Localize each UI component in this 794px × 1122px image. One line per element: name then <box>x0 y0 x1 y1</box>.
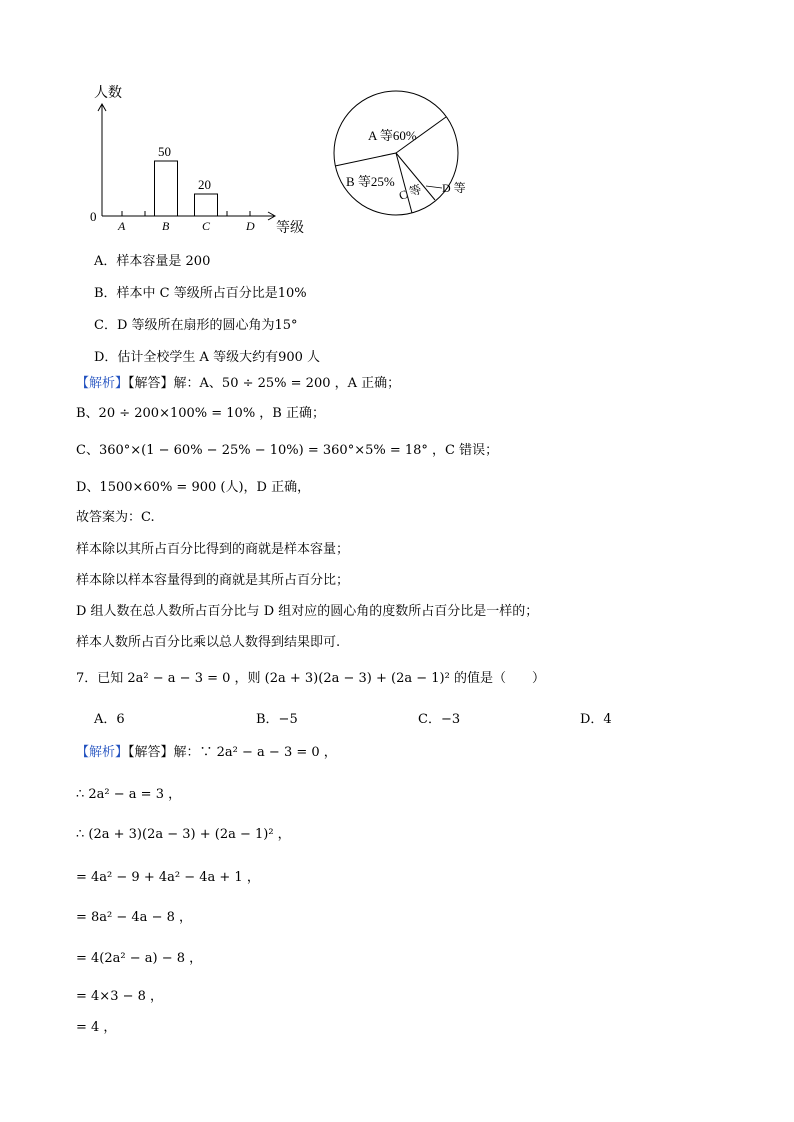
bar-chart-origin: 0 <box>90 209 97 224</box>
q6-note-2: 样本除以样本容量得到的商就是其所占百分比； <box>76 573 350 588</box>
q6-option-c: C．D 等级所在扇形的圆心角为15° <box>94 318 298 333</box>
q6-option-d: D．估计全校学生 A 等级大约有900 人 <box>94 350 321 365</box>
q7-answer-tag: 【解答】 <box>128 745 174 760</box>
bar-chart-ylabel: 人数 <box>94 86 122 101</box>
tick-label-d: D <box>246 219 255 233</box>
q7-step-3: = 4a² − 9 + 4a² − 4a + 1 ， <box>76 870 260 885</box>
q7-step-1: ∴ 2a² − a = 3 ， <box>76 787 182 802</box>
q7-option-d: D．4 <box>580 712 612 727</box>
pie-label-d: D 等 <box>442 181 466 195</box>
q7-option-b: B．−5 <box>256 712 298 727</box>
q7-step-5: = 4(2a² − a) − 8 ， <box>76 951 203 966</box>
q6-note-3: D 组人数在总人数所占百分比与 D 组对应的圆心角的度数所占百分比是一样的； <box>76 604 539 619</box>
tick-label-c: C <box>202 219 211 233</box>
q6-option-b: B．样本中 C 等级所占百分比是10% <box>94 286 307 301</box>
q7-analysis-tag: 【解析】 <box>76 745 129 760</box>
bar-chart-axes <box>98 104 275 220</box>
q6-note-4: 样本人数所占百分比乘以总人数得到结果即可. <box>76 635 341 650</box>
q6-answer-line: 故答案为：C. <box>76 510 155 525</box>
q7-step-6: = 4×3 − 8 ， <box>76 989 164 1004</box>
q7-solution-line-1 <box>76 745 337 761</box>
q7-option-c: C．−3 <box>418 712 461 727</box>
tick-label-a: A <box>118 219 126 233</box>
bar-value-label-b: 50 <box>158 144 171 159</box>
q6-solution-line-3: C、360°×(1 − 60% − 25% − 10%) = 360°×5% = 18° ，C 错误； <box>76 443 499 458</box>
bar-chart <box>84 80 306 240</box>
q6-solution-text: 解：A、50 ÷ 25% = 200 ，A 正确； <box>173 376 401 391</box>
pie-chart <box>326 86 476 226</box>
q6-solution-line-4: D、1500×60% = 900 (人)，D 正确， <box>76 480 311 495</box>
bar-chart-xlabel: 等级 <box>276 221 304 236</box>
bar-b <box>155 161 178 216</box>
q7-option-a: A．6 <box>94 712 125 727</box>
q7-step-4: = 8a² − 4a − 8 ， <box>76 910 192 925</box>
analysis-tag: 【解析】 <box>76 376 129 391</box>
bar-value-label-c: 20 <box>198 177 211 192</box>
q6-solution-line-1 <box>76 376 400 392</box>
bars <box>155 144 218 216</box>
q7-step-7: = 4 ， <box>76 1020 117 1035</box>
q6-option-a: A．样本容量是 200 <box>94 254 211 269</box>
q7-solution-first: 解：∵ 2a² − a − 3 = 0 ， <box>173 745 337 760</box>
answer-tag: 【解答】 <box>128 376 174 391</box>
tick-label-b: B <box>162 219 170 233</box>
q7-stem: 7．已知 2a² − a − 3 = 0 ，则 (2a + 3)(2a − 3) + (2a − 1)² 的值是（ ） <box>76 671 545 686</box>
bar-c <box>195 194 218 216</box>
pie-label-a: A 等60% <box>368 128 417 143</box>
pie-label-c: C 等 <box>397 181 424 203</box>
q7-step-2: ∴ (2a + 3)(2a − 3) + (2a − 1)² ， <box>76 827 291 842</box>
q6-solution-line-2: B、20 ÷ 200×100% = 10% ，B 正确； <box>76 406 325 421</box>
q6-note-1: 样本除以其所占百分比得到的商就是样本容量； <box>76 542 350 557</box>
pie-label-d-leader <box>426 186 442 188</box>
bar-chart-tick-labels <box>117 219 255 233</box>
pie-label-b: B 等25% <box>346 174 395 189</box>
